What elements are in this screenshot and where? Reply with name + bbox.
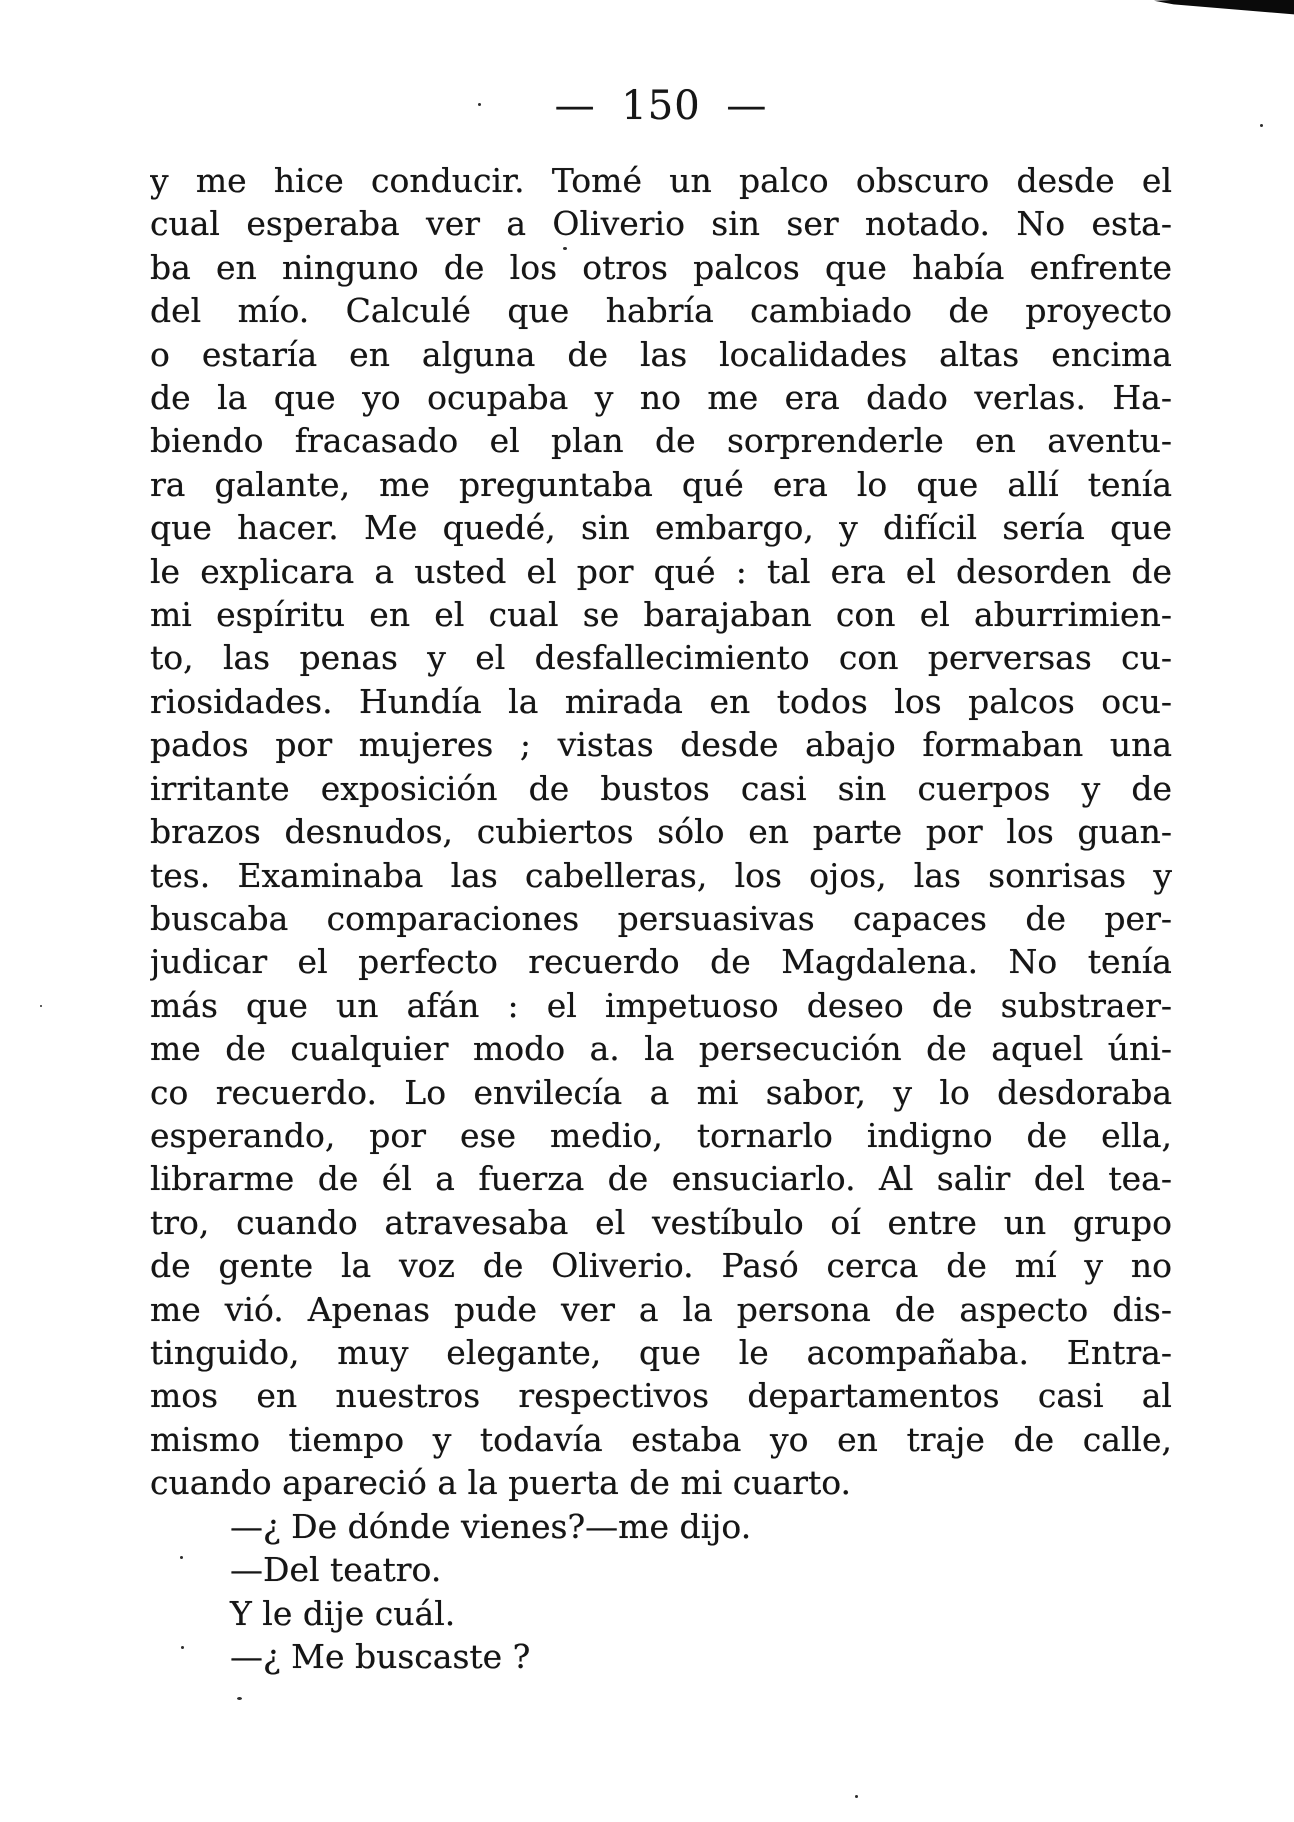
- text-line: me vió. Apenas pude ver a la persona de aspecto dis-: [150, 1289, 1172, 1329]
- scan-speck: [855, 1795, 858, 1798]
- text-line: —¿ Me buscaste ?: [230, 1637, 531, 1677]
- text-line: irritante exposición de bustos casi sin cuerpos y de: [150, 768, 1172, 808]
- text-line: cuando apareció a la puerta de mi cuarto.: [150, 1463, 852, 1503]
- scan-speck: [40, 1005, 42, 1007]
- text-line: o estaría en alguna de las localidades altas encima: [150, 334, 1172, 374]
- text-line: del mío. Calculé que habría cambiado de proyecto: [150, 291, 1172, 331]
- text-line: mos en nuestros respectivos departamentos casi al: [150, 1376, 1172, 1416]
- text-line: esperando, por ese medio, tornarlo indigno de ella,: [150, 1115, 1172, 1155]
- text-line: tro, cuando atravesaba el vestíbulo oí entre un grupo: [150, 1202, 1172, 1242]
- text-line: librarme de él a fuerza de ensuciarlo. Al salir del tea-: [150, 1159, 1172, 1199]
- scan-corner-artifact: [1154, 0, 1294, 20]
- text-line: riosidades. Hundía la mirada en todos los palcos ocu-: [150, 681, 1172, 721]
- scan-speck: [237, 1697, 242, 1700]
- text-line: brazos desnudos, cubiertos sólo en parte por los guan-: [150, 812, 1172, 852]
- text-line: me de cualquier modo a. la persecución de aquel úni-: [150, 1029, 1172, 1069]
- text-line: judicar el perfecto recuerdo de Magdalena. No tenía: [150, 942, 1172, 982]
- paragraph-text: [150, 159, 1172, 1505]
- text-line: co recuerdo. Lo envilecía a mi sabor, y lo desdoraba: [150, 1072, 1172, 1112]
- text-line: —Del teatro.: [230, 1550, 442, 1590]
- text-line: cual esperaba ver a Oliverio sin ser notado. No esta-: [150, 204, 1172, 244]
- text-line: de la que yo ocupaba y no me era dado verlas. Ha-: [150, 378, 1172, 418]
- text-line: ba en ninguno de los otros palcos que había enfrente: [150, 247, 1172, 287]
- text-line: de gente la voz de Oliverio. Pasó cerca de mí y no: [150, 1246, 1172, 1286]
- text-line: más que un afán : el impetuoso deseo de substraer-: [150, 985, 1172, 1025]
- text-line: pados por mujeres ; vistas desde abajo formaban una: [150, 725, 1172, 765]
- text-line: buscaba comparaciones persuasivas capaces de per-: [150, 898, 1172, 938]
- text-line: —¿ De dónde vienes?—me dijo.: [230, 1507, 752, 1546]
- text-line: Y le dije cuál.: [230, 1593, 456, 1633]
- text-line: biendo fracasado el plan de sorprenderle en aventu-: [150, 421, 1172, 461]
- dialogue-text: [150, 1505, 1172, 1679]
- text-line: tinguido, muy elegante, que le acompañaba. Entra-: [150, 1332, 1172, 1372]
- text-line: y me hice conducir. Tomé un palco obscuro desde el: [150, 161, 1172, 200]
- scan-speck: [1260, 124, 1263, 127]
- text-line: to, las penas y el desfallecimiento con perversas cu-: [150, 638, 1172, 678]
- text-line: mismo tiempo y todavía estaba yo en traje de calle,: [150, 1419, 1172, 1459]
- page-number: — 150 —: [554, 83, 768, 129]
- text-line: ra galante, me preguntaba qué era lo que allí tenía: [150, 464, 1172, 504]
- text-line: le explicara a usted el por qué : tal era el desorden de: [150, 551, 1172, 591]
- text-line: mi espíritu en el cual se barajaban con el aburrimien-: [150, 595, 1172, 635]
- text-line: que hacer. Me quedé, sin embargo, y difícil sería que: [150, 508, 1172, 548]
- text-line: tes. Examinaba las cabelleras, los ojos, las sonrisas y: [150, 855, 1172, 895]
